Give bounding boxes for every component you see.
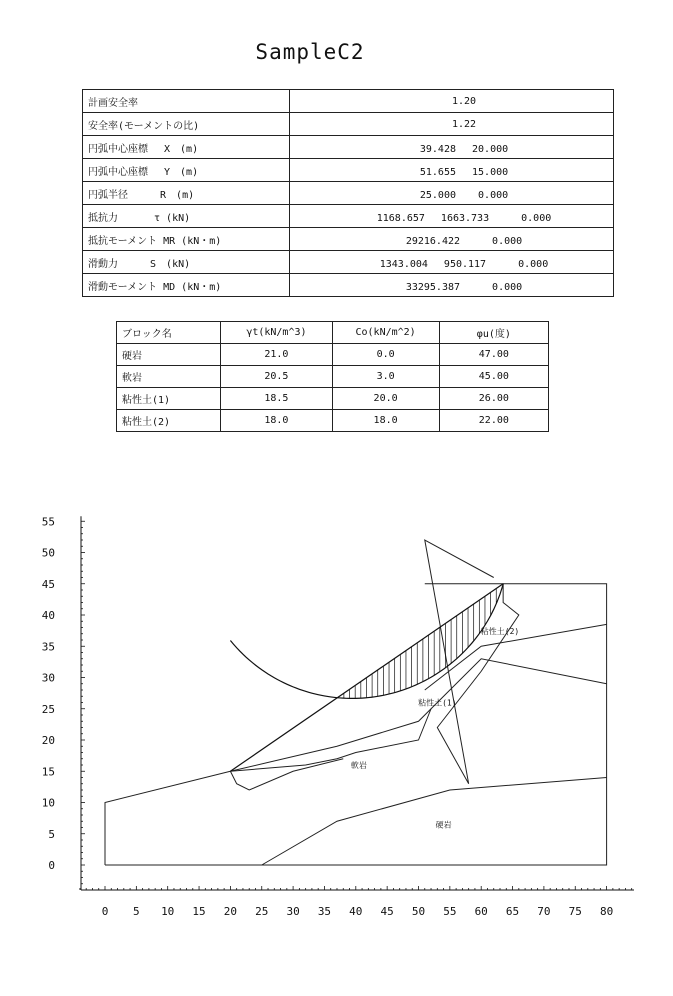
x-tick-label: 60 <box>474 905 488 918</box>
slope-stability-chart <box>0 505 673 935</box>
y-tick-label: 5 <box>48 827 55 841</box>
y-tick-label: 25 <box>41 702 55 716</box>
x-tick-label: 20 <box>223 905 238 918</box>
summary-row <box>83 274 614 297</box>
summary-label: 円弧中心座標 X (m) <box>83 136 290 159</box>
material-value: 20.5 <box>221 366 332 388</box>
layer-boundary <box>230 759 343 790</box>
y-tick-label: 45 <box>41 577 55 591</box>
x-tick-label: 30 <box>286 905 300 918</box>
material-value: 18.5 <box>221 388 332 410</box>
layer-boundary <box>105 584 607 865</box>
summary-label: 円弧半径 R (m) <box>83 182 290 205</box>
material-value: 26.00 <box>439 388 548 410</box>
x-tick-label: 0 <box>101 905 109 918</box>
safety-summary-table <box>82 89 614 297</box>
y-tick-label: 30 <box>41 671 55 685</box>
x-tick-label: 75 <box>568 905 582 918</box>
summary-label: 滑動力 S (kN) <box>83 251 290 274</box>
y-tick-label: 15 <box>41 765 55 779</box>
summary-row <box>83 251 614 274</box>
material-value: 3.0 <box>332 366 439 388</box>
material-value: 45.00 <box>439 366 548 388</box>
layer-label: 粘性土(1) <box>418 698 457 708</box>
materials-header-row <box>117 322 549 344</box>
column-header: ブロック名 <box>117 322 221 344</box>
y-tick-label: 35 <box>41 640 55 654</box>
y-tick-label: 0 <box>48 859 55 872</box>
column-header: Co(kN/m^2) <box>332 322 439 344</box>
column-header: γt(kN/m^3) <box>221 322 332 344</box>
layer-label: 硬岩 <box>435 820 452 830</box>
block-name: 軟岩 <box>117 366 221 388</box>
block-name: 粘性土(1) <box>117 388 221 410</box>
summary-label: 抵抗モーメント MR (kN・m) <box>83 228 290 251</box>
x-tick-label: 45 <box>380 905 394 918</box>
layer-label: 軟岩 <box>350 761 367 771</box>
summary-label: 計画安全率 <box>83 90 290 113</box>
layer-label: 粘性土(2) <box>480 626 520 636</box>
y-tick-label: 10 <box>41 796 55 810</box>
x-tick-label: 55 <box>443 905 457 918</box>
material-row <box>117 366 549 388</box>
block-name: 粘性土(2) <box>117 410 221 432</box>
summary-value: 39.428 20.000 <box>290 136 614 159</box>
column-header: φu(度) <box>439 322 548 344</box>
summary-row <box>83 90 614 113</box>
summary-value: 51.655 15.000 <box>290 159 614 182</box>
summary-row <box>83 136 614 159</box>
material-value: 18.0 <box>221 410 332 432</box>
summary-label: 抵抗力 τ (kN) <box>83 205 290 228</box>
block-name: 硬岩 <box>117 344 221 366</box>
summary-row <box>83 159 614 182</box>
x-tick-label: 40 <box>349 905 363 918</box>
x-tick-label: 65 <box>505 905 520 918</box>
layer-boundary <box>262 778 607 866</box>
material-row <box>117 410 549 432</box>
y-tick-label: 40 <box>41 609 55 622</box>
summary-row <box>83 228 614 251</box>
material-value: 21.0 <box>221 344 332 366</box>
x-tick-label: 5 <box>133 905 140 918</box>
summary-value: 25.000 0.000 <box>290 182 614 205</box>
summary-value: 1.22 <box>290 113 614 136</box>
summary-label: 滑動モーメント MD (kN・m) <box>83 274 290 297</box>
x-tick-label: 80 <box>599 905 614 918</box>
material-value: 22.00 <box>439 410 548 432</box>
summary-value: 1343.004 950.117 0.000 <box>290 251 614 274</box>
summary-value: 29216.422 0.000 <box>290 228 614 251</box>
x-tick-label: 35 <box>317 905 332 918</box>
material-properties-table <box>116 321 549 432</box>
layer-boundary <box>425 540 519 784</box>
material-row <box>117 344 549 366</box>
summary-row <box>83 113 614 136</box>
material-value: 18.0 <box>332 410 439 432</box>
y-tick-label: 50 <box>41 546 55 560</box>
summary-label: 安全率(モーメントの比) <box>83 113 290 136</box>
summary-value: 1.20 <box>290 90 614 113</box>
x-tick-label: 25 <box>255 905 269 918</box>
y-tick-label: 55 <box>41 515 55 529</box>
y-tick-label: 20 <box>41 734 55 747</box>
x-tick-label: 15 <box>192 905 206 918</box>
summary-row <box>83 205 614 228</box>
summary-value: 1168.657 1663.733 0.000 <box>290 205 614 228</box>
material-value: 0.0 <box>332 344 439 366</box>
material-row <box>117 388 549 410</box>
x-tick-label: 10 <box>161 905 175 918</box>
x-tick-label: 70 <box>537 905 551 918</box>
x-tick-label: 50 <box>411 905 426 918</box>
page-title: SampleC2 <box>255 40 365 64</box>
summary-value: 33295.387 0.000 <box>290 274 614 297</box>
summary-label: 円弧中心座標 Y (m) <box>83 159 290 182</box>
material-value: 47.00 <box>439 344 548 366</box>
material-value: 20.0 <box>332 388 439 410</box>
summary-row <box>83 182 614 205</box>
